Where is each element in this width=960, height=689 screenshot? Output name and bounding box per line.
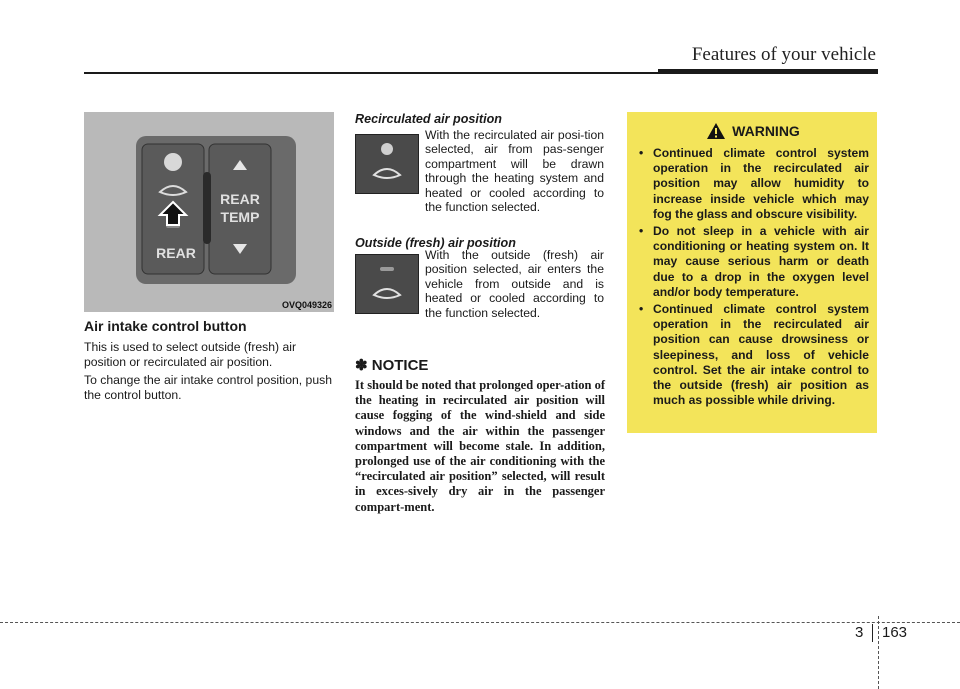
recirculated-button-icon	[355, 134, 419, 194]
notice-heading: ✽ NOTICE	[355, 357, 429, 374]
warning-list	[637, 146, 869, 408]
chapter-number: 3	[855, 624, 864, 641]
left-column	[84, 112, 334, 406]
outside-air-heading: Outside (fresh) air position	[355, 236, 516, 250]
rear-temp-label-line1: REAR	[220, 191, 260, 207]
section-heading: Air intake control button	[84, 318, 247, 334]
outside-air-button-icon	[355, 254, 419, 314]
warning-item-text: Do not sleep in a vehicle with air conditioning or heating system on. It may cause serious harm or death due to a drop in the oxygen level and/or body temperature.	[653, 224, 869, 299]
recirculated-heading: Recirculated air position	[355, 112, 502, 126]
header-rule-accent	[658, 69, 878, 74]
middle-column	[355, 112, 605, 515]
recirculated-block	[355, 112, 605, 222]
warning-title-row	[637, 122, 869, 140]
warning-item: • Continued climate control system operation in the recirculated air position may allow humidity to increase inside vehicle which may fog the glass and obscure visibility.	[639, 146, 869, 221]
control-panel-illustration	[84, 112, 334, 312]
rear-temp-label-line2: TEMP	[220, 209, 260, 225]
rear-button-label: REAR	[156, 245, 196, 261]
warning-title: WARNING	[732, 123, 800, 139]
warning-item-text: Continued climate control system operation in the recirculated air position may allow humidity to increase inside vehicle which may fog the glass and obscure visibility.	[653, 146, 869, 221]
intro-paragraph: This is used to select outside (fresh) air position or recirculated air position.	[84, 340, 297, 369]
header-title: Features of your vehicle	[691, 44, 876, 65]
photo-code: OVQ049326	[281, 300, 332, 310]
control-button-photo	[84, 112, 334, 312]
warning-item-text: Continued climate control system operation in the recirculated air position can cause drowsiness or sleepiness, and loss of vehicle control. Set the air intake control to the outside (fresh) air position as much as possible while driving.	[653, 302, 869, 408]
outside-air-block	[355, 236, 605, 336]
warning-box	[627, 112, 877, 433]
page-number: 163	[882, 624, 908, 641]
outside-air-text: With the outside (fresh) air position selected, air enters the vehicle from outside and is heated or cooled according to the function selected.	[425, 248, 604, 320]
recirculated-text: With the recirculated air posi-tion selected, air from pas-senger compartment will be drawn through the heating system and heated or cooled according to the function selected.	[425, 128, 604, 215]
footer-divider	[878, 616, 879, 689]
notice-text: It should be noted that prolonged oper-ation of the heating in recirculated air position will cause fogging of the wind-shield and side windows and the air within the passenger compartment will become stale. In addition, prolonged use of the air conditioning with the “recirculated air position” selected, will result in exces-sively dry air in the passenger compart-ment.	[355, 378, 605, 514]
instruction-paragraph: To change the air intake control position, push the control button.	[84, 373, 332, 402]
warning-icon	[706, 122, 726, 140]
page-number-separator	[872, 624, 873, 642]
warning-item: • Do not sleep in a vehicle with air conditioning or heating system on. It may cause serious harm or death due to a drop in the oxygen level and/or body temperature.	[639, 224, 869, 299]
footer-rule	[0, 622, 960, 623]
warning-item: • Continued climate control system operation in the recirculated air position can cause drowsiness or sleepiness, and loss of vehicle control. Set the air intake control to the outside (fresh) air position as much as possible while driving.	[639, 302, 869, 408]
